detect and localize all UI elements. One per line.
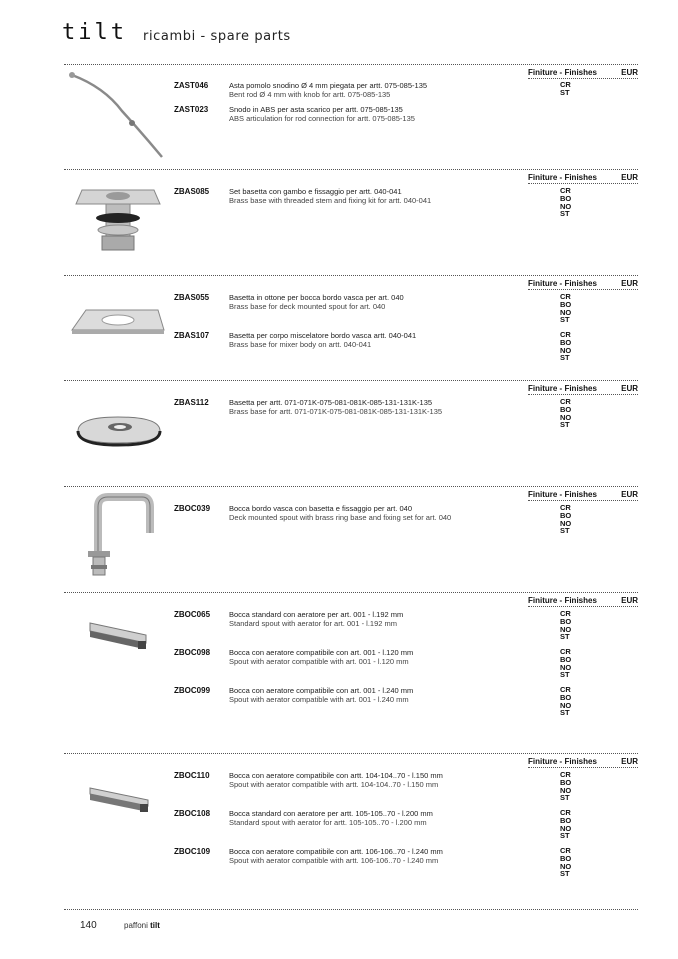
- finish-code: BO: [560, 616, 572, 626]
- item-row: [174, 809, 638, 841]
- item-description: [229, 293, 404, 311]
- finish-code: ST: [560, 670, 570, 680]
- finish-code: ST: [560, 869, 570, 879]
- finishes-label: Finiture - Finishes: [528, 173, 597, 182]
- item-row: [174, 105, 638, 125]
- finish-code: BO: [560, 777, 572, 787]
- item-desc-en: Deck mounted spout with brass ring base and fixing set for art. 040: [229, 513, 452, 522]
- finish-code: ST: [560, 708, 570, 718]
- finish-code: ST: [560, 420, 570, 430]
- item-desc-it: Basetta per artt. 071-071K-075-081-081K-085-131-131K-135: [229, 398, 433, 407]
- item-code: ZBOC039: [174, 504, 211, 513]
- item-desc-en: Brass base with threaded stem and fixing kit for artt. 040-041: [229, 196, 432, 205]
- item-code: ZBOC098: [174, 648, 211, 657]
- item-desc-en: Brass base for mixer body on artt. 040-041: [229, 340, 372, 349]
- finish-codes: [560, 187, 571, 218]
- item-row: [174, 503, 638, 536]
- finishes-header: [528, 279, 638, 290]
- finish-codes: [560, 610, 571, 641]
- finish-code: BO: [560, 193, 572, 203]
- currency-label: EUR: [621, 490, 638, 499]
- item-code: ZBOC110: [174, 771, 210, 780]
- item-code: ZBAS055: [174, 293, 210, 302]
- footer-brand-prefix: paffoni: [124, 921, 148, 930]
- finish-code: ST: [560, 793, 570, 803]
- item-description: [229, 105, 415, 123]
- item-description: [229, 81, 427, 99]
- item-desc-en: Bent rod Ø 4 mm with knob for artt. 075-085-135: [229, 90, 391, 99]
- item-code: ZAST046: [174, 81, 209, 90]
- finish-code: BO: [560, 337, 572, 347]
- item-row: [174, 186, 638, 219]
- finish-code: BO: [560, 404, 572, 414]
- item-desc-en: Spout with aerator compatible with art. 001 - l.240 mm: [229, 695, 409, 704]
- currency-label: EUR: [621, 757, 638, 766]
- finish-code: NO: [560, 412, 572, 422]
- finish-code: CR: [560, 330, 571, 339]
- currency-label: EUR: [621, 279, 638, 288]
- item-desc-it: Snodo in ABS per asta scarico per artt. 075-085-135: [229, 105, 403, 114]
- item-code: ZBOC065: [174, 610, 211, 619]
- item-desc-it: Asta pomolo snodino Ø 4 mm piegata per artt. 075-085-135: [229, 81, 428, 90]
- item-code: ZAST023: [174, 105, 209, 114]
- section-spouts-104: [64, 753, 638, 909]
- finishes-header: [528, 68, 638, 79]
- finishes-label: Finiture - Finishes: [528, 596, 597, 605]
- finishes-label: Finiture - Finishes: [528, 68, 597, 77]
- finish-code: ST: [560, 315, 570, 325]
- currency-label: EUR: [621, 596, 638, 605]
- finish-code: NO: [560, 201, 572, 211]
- currency-label: EUR: [621, 68, 638, 77]
- section-spouts-001: [64, 592, 638, 753]
- finish-code: NO: [560, 785, 572, 795]
- finish-code: CR: [560, 292, 571, 301]
- finish-code: CR: [560, 647, 571, 656]
- section-deck-spout: [64, 486, 638, 593]
- item-desc-en: Spout with aerator compatible with artt. 106-106..70 - l.240 mm: [229, 856, 439, 865]
- item-desc-it: Bocca con aeratore compatibile con artt. 104-104..70 - l.150 mm: [229, 771, 443, 780]
- finishes-label: Finiture - Finishes: [528, 490, 597, 499]
- currency-label: EUR: [621, 384, 638, 393]
- footer-brand-name: tilt: [150, 921, 160, 930]
- finish-code: CR: [560, 770, 571, 779]
- section-base-set: [64, 169, 638, 275]
- finish-code: BO: [560, 853, 572, 863]
- item-description: [229, 686, 413, 704]
- finish-codes: [560, 809, 571, 840]
- item-code: ZBAS107: [174, 331, 210, 340]
- finish-code: BO: [560, 654, 572, 664]
- item-description: [229, 504, 451, 522]
- finish-code: BO: [560, 692, 572, 702]
- finish-code: BO: [560, 510, 572, 520]
- product-image-square-base: [64, 304, 172, 344]
- finish-code: CR: [560, 808, 571, 817]
- finish-code: BO: [560, 815, 572, 825]
- item-desc-en: Spout with aerator compatible with art. 001 - l.120 mm: [229, 657, 409, 666]
- item-desc-en: Spout with aerator compatible with artt. 104-104..70 - l.150 mm: [229, 780, 439, 789]
- item-desc-en: Standard spout with aerator for art. 001 - l.192 mm: [229, 619, 397, 628]
- finish-code: CR: [560, 397, 571, 406]
- product-image-round-base: [64, 409, 172, 449]
- finish-code: NO: [560, 700, 572, 710]
- item-desc-it: Set basetta con gambo e fissaggio per artt. 040-041: [229, 187, 402, 196]
- item-description: [229, 809, 433, 827]
- page-footer: [64, 909, 638, 931]
- finish-code: NO: [560, 624, 572, 634]
- finish-code: CR: [560, 685, 571, 694]
- finishes-label: Finiture - Finishes: [528, 279, 597, 288]
- finish-code: BO: [560, 299, 572, 309]
- finish-code: CR: [560, 186, 571, 195]
- item-desc-en: Standard spout with aerator for artt. 105-105..70 - l.200 mm: [229, 818, 427, 827]
- item-desc-it: Bocca con aeratore compatibile con art. 001 - l.120 mm: [229, 648, 414, 657]
- finish-code: NO: [560, 307, 572, 317]
- item-description: [229, 771, 443, 789]
- item-desc-it: Basetta in ottone per bocca bordo vasca per art. 040: [229, 293, 404, 302]
- finish-codes: [560, 293, 571, 324]
- item-row: [174, 648, 638, 680]
- item-code: ZBOC108: [174, 809, 211, 818]
- finish-codes: [560, 648, 571, 679]
- item-desc-en: Brass base for artt. 071-071K-075-081-081K-085-131-131K-135: [229, 407, 443, 416]
- product-image-deck-spout: [64, 493, 172, 585]
- item-row: [174, 81, 638, 101]
- brand-title: tilt: [62, 20, 127, 45]
- finish-code: ST: [560, 632, 570, 642]
- finish-code: ST: [560, 209, 570, 219]
- finishes-header: [528, 490, 638, 501]
- finishes-label: Finiture - Finishes: [528, 384, 597, 393]
- finish-codes: [560, 847, 571, 878]
- finish-codes: [560, 771, 571, 802]
- item-desc-it: Bocca con aeratore compatibile con artt. 106-106..70 - l.240 mm: [229, 847, 443, 856]
- item-row: [174, 292, 638, 325]
- page-number: 140: [80, 920, 97, 931]
- item-row: [174, 610, 638, 642]
- item-code: ZBAS112: [174, 398, 209, 407]
- finish-code: CR: [560, 846, 571, 855]
- finish-codes: [560, 331, 571, 362]
- currency-label: EUR: [621, 173, 638, 182]
- product-image-spout-short: [64, 619, 172, 655]
- finishes-label: Finiture - Finishes: [528, 757, 597, 766]
- finish-code: NO: [560, 662, 572, 672]
- finish-code: NO: [560, 861, 572, 871]
- item-desc-en: Brass base for deck mounted spout for art. 040: [229, 302, 386, 311]
- item-code: ZBOC109: [174, 847, 211, 856]
- finish-code: CR: [560, 609, 571, 618]
- finish-code: ST: [560, 526, 570, 536]
- finish-code: CR: [560, 503, 571, 512]
- finish-code: CR: [560, 80, 571, 89]
- finish-codes: [560, 398, 571, 429]
- page-subtitle: ricambi - spare parts: [143, 29, 291, 44]
- item-row: [174, 771, 638, 803]
- item-code: ZBAS085: [174, 187, 210, 196]
- finishes-header: [528, 596, 638, 607]
- finish-code: ST: [560, 353, 570, 363]
- item-description: [229, 187, 431, 205]
- item-desc-it: Basetta per corpo miscelatore bordo vasca artt. 040-041: [229, 331, 417, 340]
- finish-code: NO: [560, 518, 572, 528]
- footer-brand: [124, 921, 160, 930]
- item-description: [229, 398, 442, 416]
- item-desc-it: Bocca standard con aeratore per art. 001 - l.192 mm: [229, 610, 404, 619]
- item-row: [174, 331, 638, 363]
- item-description: [229, 847, 443, 865]
- finish-code: NO: [560, 823, 572, 833]
- item-desc-it: Bocca bordo vasca con basetta e fissaggio per art. 040: [229, 504, 413, 513]
- item-description: [229, 648, 413, 666]
- finishes-header: [528, 173, 638, 184]
- product-image-rod: [64, 67, 172, 163]
- item-description: [229, 610, 403, 628]
- item-row: [174, 686, 638, 718]
- finish-code: ST: [560, 87, 570, 97]
- finish-codes: [560, 686, 571, 717]
- product-image-base-set: [64, 182, 172, 270]
- item-desc-it: Bocca standard con aeratore per artt. 105-105..70 - l.200 mm: [229, 809, 433, 818]
- section-brass-bases: [64, 275, 638, 381]
- item-desc-it: Bocca con aeratore compatibile con art. 001 - l.240 mm: [229, 686, 414, 695]
- finishes-header: [528, 384, 638, 395]
- item-row: [174, 397, 638, 430]
- product-image-spout-long: [64, 784, 172, 820]
- item-row: [174, 847, 638, 879]
- section-round-base: [64, 380, 638, 487]
- finish-code: ST: [560, 831, 570, 841]
- item-code: ZBOC099: [174, 686, 211, 695]
- item-description: [229, 331, 416, 349]
- finish-code: NO: [560, 345, 572, 355]
- item-desc-en: ABS articulation for rod connection for artt. 075-085-135: [229, 114, 415, 123]
- finish-codes: [560, 81, 571, 97]
- section-rods: [64, 64, 638, 169]
- finishes-header: [528, 757, 638, 768]
- finish-codes: [560, 504, 571, 535]
